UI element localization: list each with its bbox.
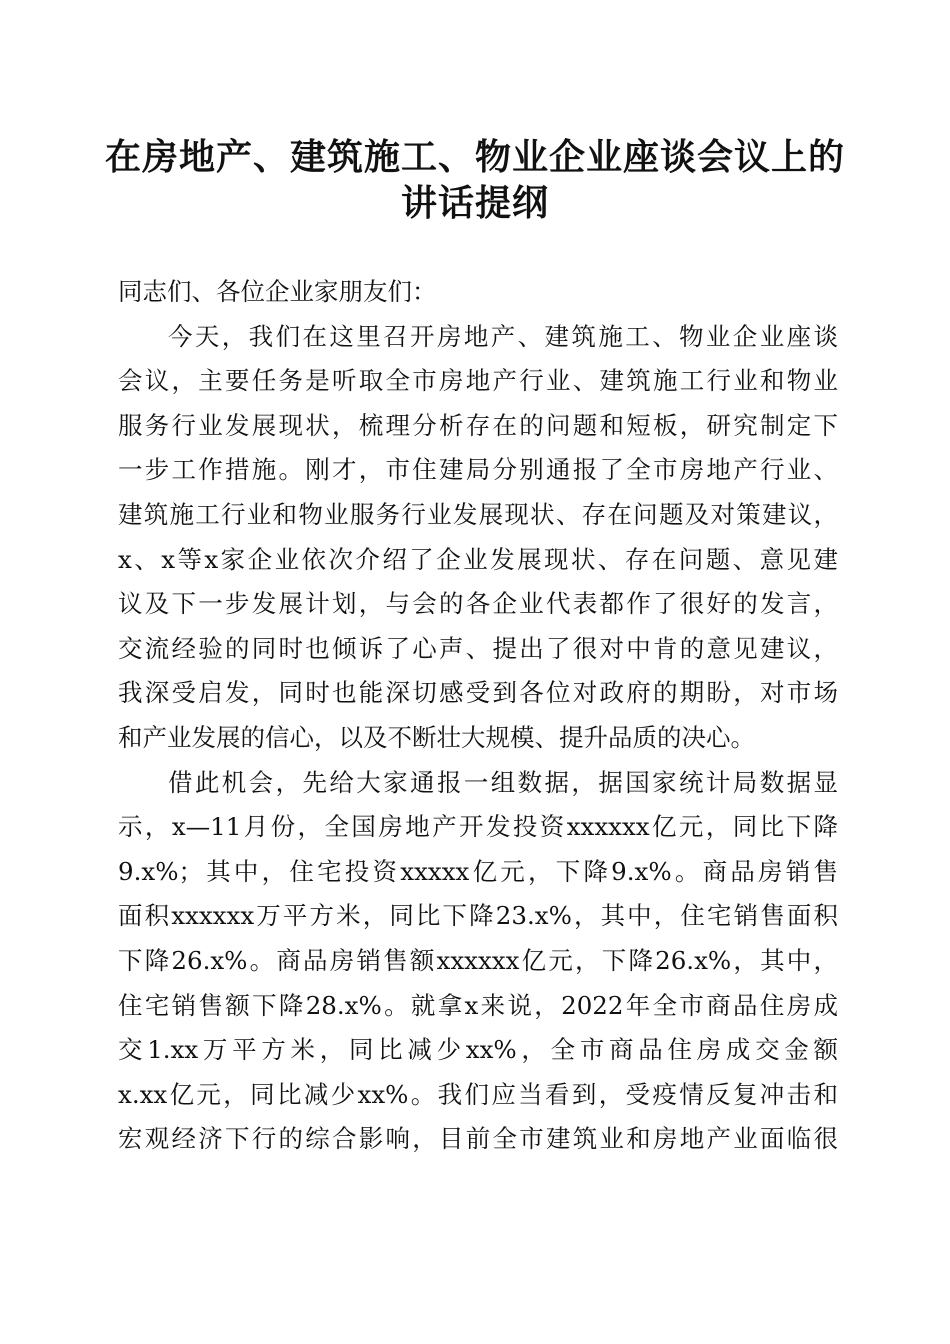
paragraph-line: 示，x—11月份，全国房地产开发投资xxxxxx亿元，同比下降 xyxy=(118,812,838,842)
paragraph-line: 建筑施工行业和物业服务行业发展现状、存在问题及对策建议， xyxy=(118,499,838,529)
paragraph-1 xyxy=(118,315,838,761)
paragraph-line: 下降26.x%。商品房销售额xxxxxx亿元，下降26.x%，其中， xyxy=(118,945,838,975)
paragraph-line: 会议，主要任务是听取全市房地产行业、建筑施工行业和物业 xyxy=(118,366,838,396)
paragraph-line: 今天，我们在这里召开房地产、建筑施工、物业企业座谈 xyxy=(168,321,838,351)
paragraph-line: 我深受启发，同时也能深切感受到各位对政府的期盼，对市场 xyxy=(118,678,838,708)
paragraph-line: 交流经验的同时也倾诉了心声、提出了很对中肯的意见建议， xyxy=(118,633,838,663)
paragraph-line: 宏观经济下行的综合影响，目前全市建筑业和房地产业面临很 xyxy=(118,1124,838,1154)
title-line: 讲话提纲 xyxy=(400,182,549,224)
paragraph-line: 借此机会，先给大家通报一组数据，据国家统计局数据显 xyxy=(168,767,838,797)
paragraph-line: 9.x%；其中，住宅投资xxxxx亿元，下降9.x%。商品房销售 xyxy=(118,856,838,886)
paragraph-line: 和产业发展的信心，以及不断壮大规模、提升品质的决心。 xyxy=(118,722,755,752)
paragraph-line: 住宅销售额下降28.x%。就拿x来说，2022年全市商品住房成 xyxy=(118,990,838,1020)
paragraph-line: x、x等x家企业依次介绍了企业发展现状、存在问题、意见建 xyxy=(118,544,838,574)
paragraph-line: 交1.xx万平方米，同比减少xx%，全市商品住房成交金额 xyxy=(118,1035,838,1065)
salutation: 同志们、各位企业家朋友们： xyxy=(118,277,437,306)
document-title xyxy=(100,134,850,226)
title-line: 在房地产、建筑施工、物业企业座谈会议上的 xyxy=(104,136,845,178)
paragraph-line: 服务行业发展现状，梳理分析存在的问题和短板，研究制定下 xyxy=(118,410,838,440)
document-body xyxy=(118,270,838,1162)
paragraph-line: 面积xxxxxx万平方米，同比下降23.x%，其中，住宅销售面积 xyxy=(118,901,838,931)
paragraph-line: x.xx亿元，同比减少xx%。我们应当看到，受疫情反复冲击和 xyxy=(118,1079,838,1109)
paragraph-2 xyxy=(118,761,838,1162)
paragraph-line: 一步工作措施。刚才，市住建局分别通报了全市房地产行业、 xyxy=(118,455,838,485)
paragraph-line: 议及下一步发展计划，与会的各企业代表都作了很好的发言， xyxy=(118,589,838,619)
